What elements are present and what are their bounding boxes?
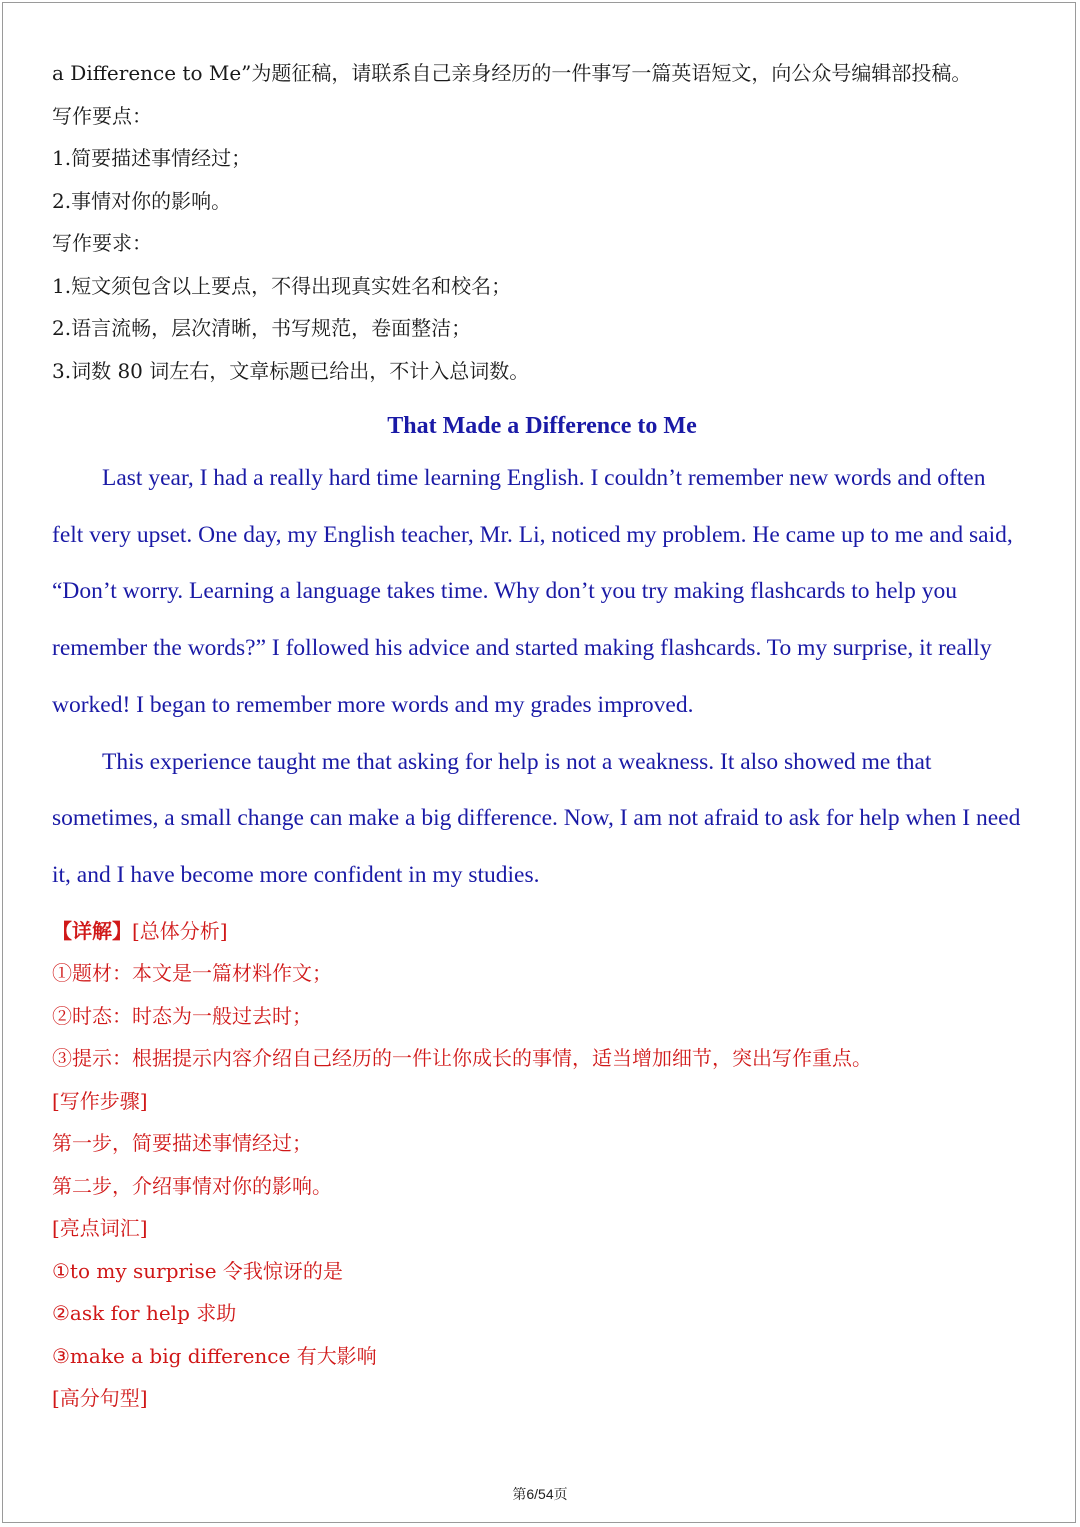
analysis-line: ①to my surprise 令我惊讶的是 xyxy=(52,1258,343,1283)
instruction-line: 2.事情对你的影响。 xyxy=(52,188,232,213)
essay-body xyxy=(52,450,1032,904)
analysis-line: ①题材：本文是一篇材料作文； xyxy=(52,961,332,986)
analysis-line: ②时态：时态为一般过去时； xyxy=(52,1003,312,1028)
page-number: 第6/54页 xyxy=(512,1486,568,1502)
instruction-line: 3.词数 80 词左右，文章标题已给出，不计入总词数。 xyxy=(52,358,530,383)
analysis-line: 第二步，介绍事情对你的影响。 xyxy=(52,1173,332,1198)
essay-paragraph: Last year, I had a really hard time learning English. I couldn’t remember new words and often felt very upset. One day, my English teacher, Mr. Li, noticed my problem. He came up to me and said, “Don’t worry. Learning a language takes time. Why don’t you try making flashcards to help you remember the words?” I followed his advice and started making flashcards. To my surprise, it really worked! I began to remember more words and my grades improved. xyxy=(52,465,1013,718)
analysis-line: 第一步，简要描述事情经过； xyxy=(52,1131,312,1156)
instruction-line: 2.语言流畅，层次清晰，书写规范，卷面整洁； xyxy=(52,316,472,340)
essay-paragraph: This experience taught me that asking for help is not a weakness. It also showed me that sometimes, a small change can make a big difference. Now, I am not afraid to ask for help when I need it, and I have become more confident in my studies. xyxy=(52,748,1021,888)
instruction-line: 写作要点： xyxy=(52,103,152,128)
instruction-line: 写作要求： xyxy=(52,231,152,255)
analysis-line: ③提示：根据提示内容介绍自己经历的一件让你成长的事情，适当增加细节，突出写作重点。 xyxy=(52,1046,872,1071)
analysis-line: [亮点词汇] xyxy=(52,1216,148,1241)
analysis-header-section: [总体分析] xyxy=(132,918,228,943)
essay-title: That Made a Difference to Me xyxy=(387,413,697,439)
analysis-line: [高分句型] xyxy=(52,1386,148,1411)
writing-instructions xyxy=(52,52,1032,392)
analysis-header xyxy=(52,910,1032,953)
instruction-line: 1.短文须包含以上要点，不得出现真实姓名和校名； xyxy=(52,273,512,298)
analysis-line: ③make a big difference 有大影响 xyxy=(52,1343,377,1368)
analysis-header-label: 【详解】 xyxy=(52,918,132,943)
instruction-line: a Difference to Me”为题征稿，请联系自己亲身经历的一件事写一篇英语短文，向公众号编辑部投稿。 xyxy=(52,61,972,85)
document-content xyxy=(52,52,1032,1420)
instruction-line: 1.简要描述事情经过； xyxy=(52,146,252,170)
analysis-line: ②ask for help 求助 xyxy=(52,1301,237,1326)
analysis-section xyxy=(52,910,1032,1420)
analysis-line: [写作步骤] xyxy=(52,1088,148,1113)
